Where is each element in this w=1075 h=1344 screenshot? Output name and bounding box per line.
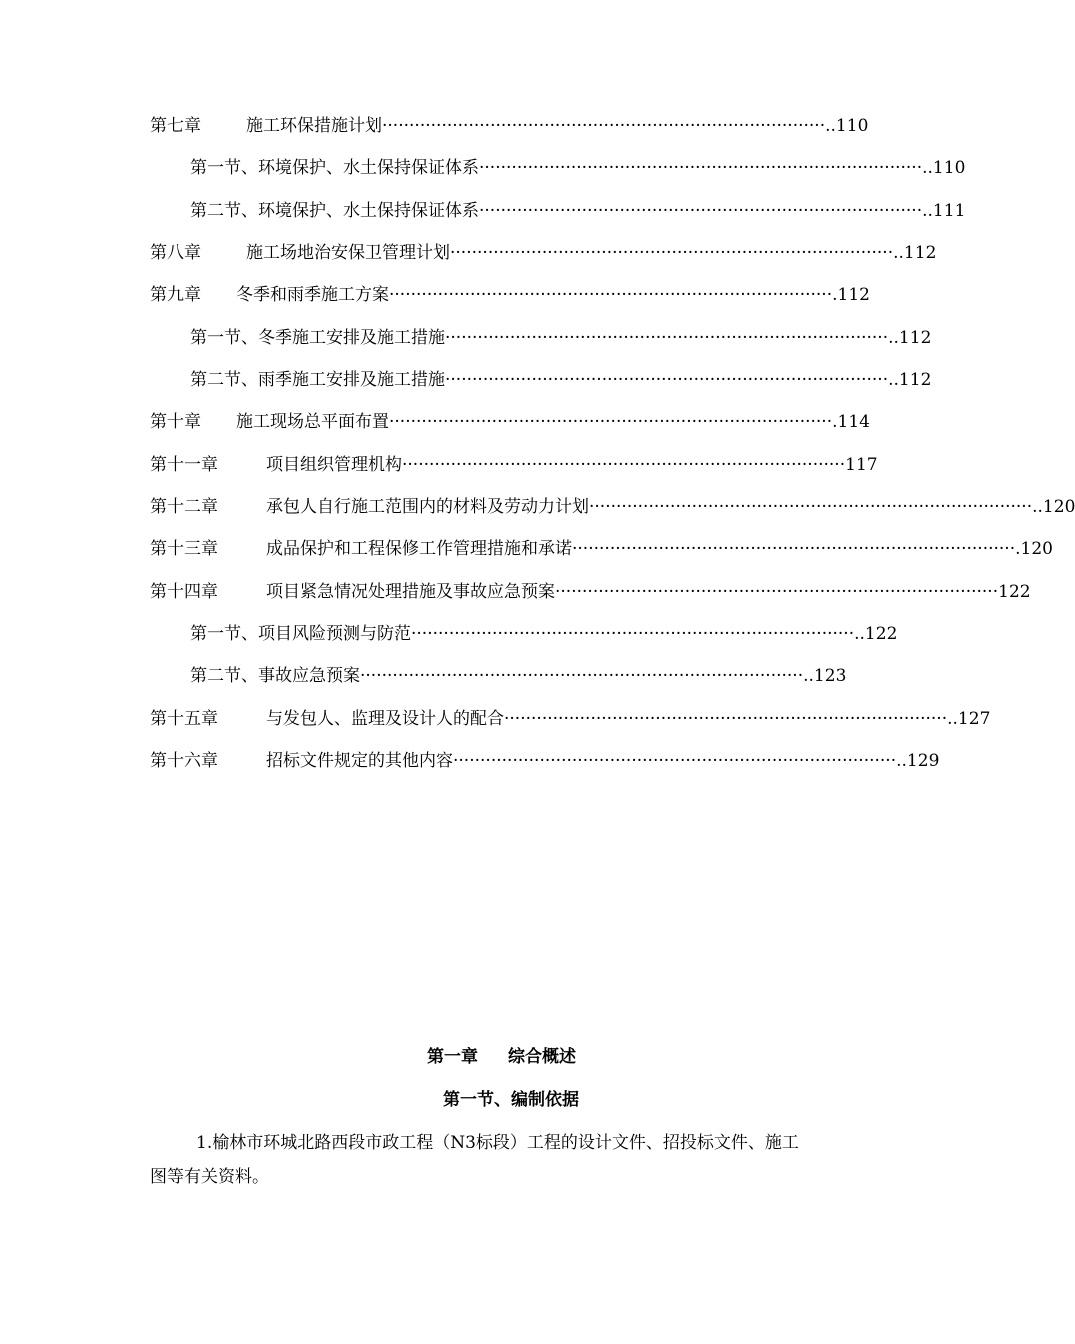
- toc-chapter-number: 第十六章: [150, 751, 218, 771]
- toc-row[interactable]: [150, 410, 870, 434]
- toc-row[interactable]: [190, 622, 898, 646]
- toc-dot-leader: ··················································································: [360, 666, 804, 686]
- toc-chapter-number: 第九章: [150, 285, 201, 305]
- toc-dot-leader: ··················································································: [402, 455, 846, 475]
- chapter-heading-number: 第一章: [427, 1047, 478, 1067]
- toc-page-number: ..112: [888, 370, 932, 390]
- toc-dot-leader: ··················································································: [572, 539, 1016, 559]
- toc-section-number: 第二节、: [190, 370, 258, 390]
- toc-dot-leader: ··················································································: [382, 116, 826, 136]
- toc-chapter-number: 第八章: [150, 243, 201, 263]
- toc-row[interactable]: [150, 537, 1053, 561]
- toc-page-number: ..112: [893, 243, 937, 263]
- toc-row[interactable]: [190, 368, 932, 392]
- toc-chapter-number: 第十一章: [150, 455, 218, 475]
- toc-page-number: ..122: [854, 624, 898, 644]
- toc-entry-title: 施工场地治安保卫管理计划: [246, 243, 450, 263]
- toc-dot-leader: ··················································································: [479, 201, 923, 221]
- toc-entry-title: 环境保护、水土保持保证体系: [258, 158, 479, 178]
- toc-section-number: 第二节、: [190, 201, 258, 221]
- paragraph-text: 1.榆林市环城北路西段市政工程（N3标段）工程的设计文件、招投标文件、施工图等有关资料。: [150, 1133, 799, 1187]
- toc-chapter-number: 第十二章: [150, 497, 218, 517]
- toc-page-number: ..127: [947, 709, 991, 729]
- toc-dot-leader: ··················································································: [411, 624, 855, 644]
- toc-row[interactable]: [150, 241, 937, 265]
- toc-row[interactable]: [190, 664, 847, 688]
- toc-dot-leader: ··················································································: [479, 158, 923, 178]
- toc-row[interactable]: [150, 453, 878, 477]
- toc-entry-title: 环境保护、水土保持保证体系: [258, 201, 479, 221]
- toc-section-number: 第一节、: [190, 328, 258, 348]
- toc-row[interactable]: [150, 580, 1031, 604]
- toc-page-number: ..110: [922, 158, 966, 178]
- toc-section-number: 第一节、: [190, 624, 258, 644]
- chapter-heading: [427, 1045, 576, 1069]
- toc-page-number: ..112: [888, 328, 932, 348]
- toc-chapter-number: 第十四章: [150, 582, 218, 602]
- toc-page-number: ..123: [803, 666, 847, 686]
- toc-page-number: 117: [845, 455, 878, 475]
- toc-page-number: ..129: [896, 751, 940, 771]
- toc-entry-title: 成品保护和工程保修工作管理措施和承诺: [266, 539, 572, 559]
- toc-page-number: .120: [1015, 539, 1053, 559]
- toc-chapter-number: 第十章: [150, 412, 201, 432]
- toc-row[interactable]: [190, 326, 932, 350]
- toc-page-number: ..110: [825, 116, 869, 136]
- toc-dot-leader: ··················································································: [389, 285, 833, 305]
- toc-entry-title: 事故应急预案: [258, 666, 360, 686]
- toc-section-number: 第二节、: [190, 666, 258, 686]
- toc-entry-title: 承包人自行施工范围内的材料及劳动力计划: [266, 497, 589, 517]
- toc-entry-title: 施工现场总平面布置: [236, 412, 389, 432]
- toc-dot-leader: ··················································································: [389, 412, 833, 432]
- toc-dot-leader: ··················································································: [445, 370, 889, 390]
- toc-entry-title: 与发包人、监理及设计人的配合: [266, 709, 504, 729]
- toc-entry-title: 项目组织管理机构: [266, 455, 402, 475]
- toc-entry-title: 项目紧急情况处理措施及事故应急预案: [266, 582, 555, 602]
- toc-chapter-number: 第十三章: [150, 539, 218, 559]
- toc-page-number: ..111: [922, 201, 966, 221]
- chapter-heading-title: 综合概述: [508, 1047, 576, 1067]
- toc-entry-title: 雨季施工安排及施工措施: [258, 370, 445, 390]
- toc-row[interactable]: [150, 495, 1075, 519]
- toc-entry-title: 项目风险预测与防范: [258, 624, 411, 644]
- toc-dot-leader: ··················································································: [450, 243, 894, 263]
- toc-page-number: 122: [998, 582, 1031, 602]
- toc-dot-leader: ··················································································: [445, 328, 889, 348]
- toc-row[interactable]: [150, 114, 869, 138]
- toc-row[interactable]: [190, 156, 966, 180]
- toc-chapter-number: 第七章: [150, 116, 201, 136]
- section-heading: 第一节、编制依据: [443, 1090, 579, 1110]
- toc-dot-leader: ··················································································: [555, 582, 999, 602]
- toc-entry-title: 冬季施工安排及施工措施: [258, 328, 445, 348]
- toc-dot-leader: ··················································································: [453, 751, 897, 771]
- toc-chapter-number: 第十五章: [150, 709, 218, 729]
- toc-dot-leader: ··················································································: [589, 497, 1033, 517]
- toc-entry-title: 招标文件规定的其他内容: [266, 751, 453, 771]
- toc-entry-title: 冬季和雨季施工方案: [236, 285, 389, 305]
- toc-dot-leader: ··················································································: [504, 709, 948, 729]
- toc-row[interactable]: [190, 199, 966, 223]
- toc-row[interactable]: [150, 707, 991, 731]
- toc-page-number: .112: [832, 285, 870, 305]
- toc-row[interactable]: [150, 283, 870, 307]
- toc-page-number: .114: [832, 412, 870, 432]
- body-paragraph: [150, 1126, 800, 1194]
- toc-row[interactable]: [150, 749, 940, 773]
- toc-page-number: ..120: [1032, 497, 1075, 517]
- toc-section-number: 第一节、: [190, 158, 258, 178]
- toc-entry-title: 施工环保措施计划: [246, 116, 382, 136]
